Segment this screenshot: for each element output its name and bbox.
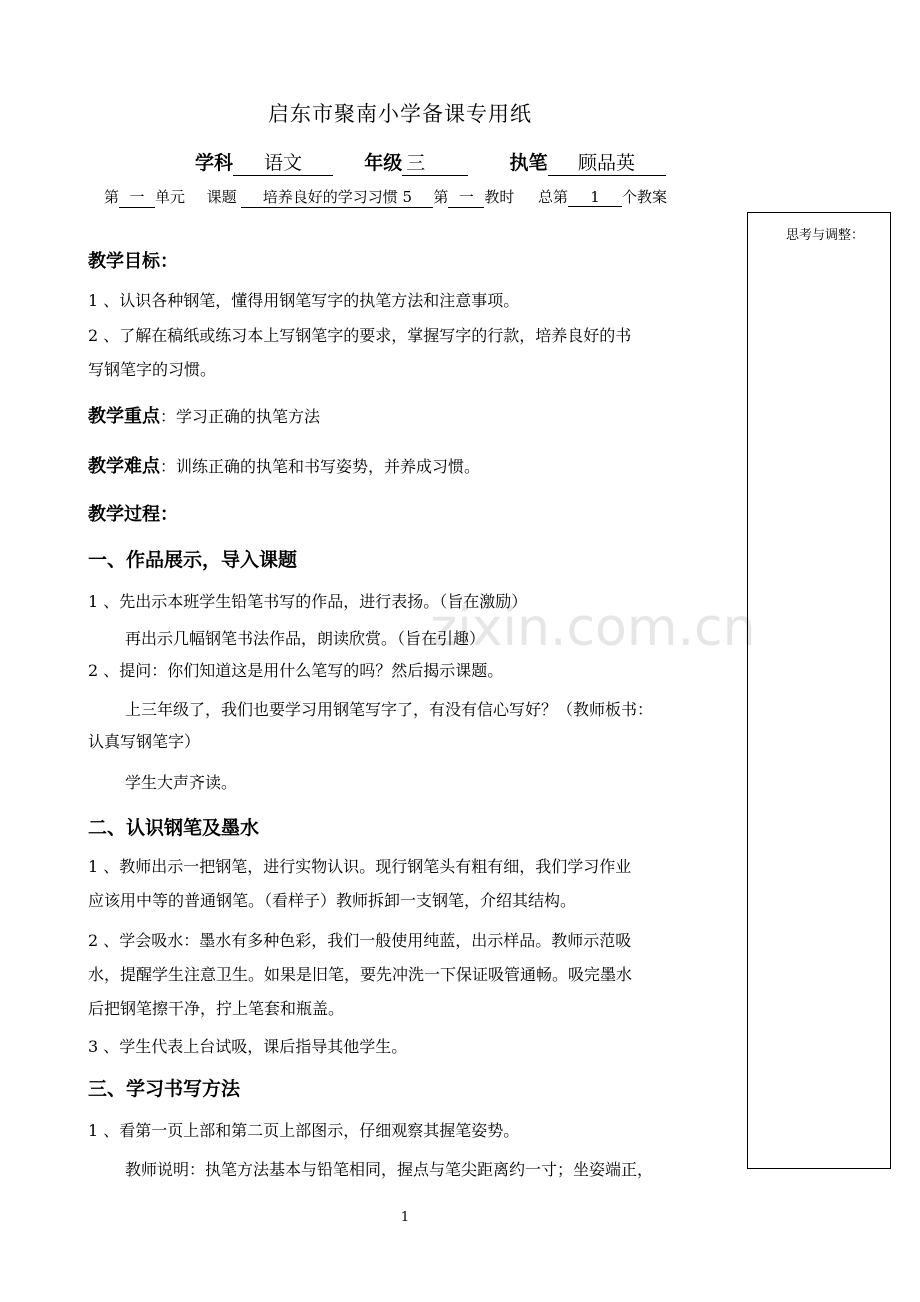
section-line: 水，提醒学生注意卫生。如果是旧笔，要先冲洗一下保证吸管通畅。吸完墨水 [88,965,633,984]
section-line: 2 、提问：你们知道这是用什么笔写的吗？然后揭示课题。 [88,661,504,680]
header-meta-row [195,148,666,176]
section-line: 应该用中等的普通钢笔。（看样子）教师拆卸一支钢笔，介绍其结构。 [88,891,577,910]
total-prefix: 总第 [537,188,568,206]
unit-suffix: 单元 [155,188,186,206]
process-heading: 教学过程： [88,504,178,525]
grade-label: 年级 [364,152,403,174]
goals-line: 写钢笔字的习惯。 [88,360,217,379]
lesson-prefix: 第 [433,188,449,206]
lesson-value: 一 [448,186,484,208]
difficulty-text: ：训练正确的执笔和书写姿势，并养成习惯。 [160,457,481,476]
section-line: 3 、学生代表上台试吸，课后指导其他学生。 [88,1037,408,1056]
topic-label: 课题 [206,188,237,206]
section-heading: 二、认识钢笔及墨水 [88,817,260,839]
section-heading: 一、作品展示，导入课题 [88,549,298,571]
total-suffix: 个教案 [622,188,668,206]
unit-prefix: 第 [104,188,120,206]
key-point-text: ：学习正确的执笔方法 [160,407,321,426]
page-number: 1 [400,1210,410,1225]
key-point-label: 教学重点 [88,406,160,427]
notes-sidebar-label: 思考与调整： [786,228,865,243]
section-heading: 三、学习书写方法 [88,1078,241,1100]
notes-sidebar [747,212,891,1169]
header-lesson-row [104,186,667,208]
section-line: 认真写钢笔字） [88,732,201,751]
section-line: 上三年级了，我们也要学习用钢笔写字了，有没有信心写好？（教师板书： [125,700,654,719]
goals-line: 2 、了解在稿纸或练习本上写钢笔字的要求，掌握写字的行款，培养良好的书 [88,326,632,345]
watermark: zixin.com.cn [430,598,756,658]
key-point [88,402,320,428]
page-title: 启东市聚南小学备课专用纸 [268,102,532,126]
total-value: 1 [568,188,622,207]
topic-value: 培养良好的学习习惯 5 [241,186,433,208]
section-line: 1 、先出示本班学生铅笔书写的作品，进行表扬。（旨在激励） [88,592,528,611]
section-line: 再出示几幅钢笔书法作品，朗读欣赏。（旨在引趣） [125,629,486,648]
grade-value: 三 [402,148,468,176]
difficulty [88,452,480,478]
section-line: 2 、学会吸水：墨水有多种色彩，我们一般使用纯蓝，出示样品。教师示范吸 [88,931,632,950]
section-line: 1 、教师出示一把钢笔，进行实物认识。现行钢笔头有粗有细，我们学习作业 [88,857,632,876]
subject-value: 语文 [233,148,333,176]
author-label: 执笔 [509,152,548,174]
section-line: 后把钢笔擦干净，拧上笔套和瓶盖。 [88,999,345,1018]
unit-value: 一 [119,186,155,208]
section-line: 学生大声齐读。 [125,773,238,792]
author-value: 顾品英 [548,148,666,176]
subject-label: 学科 [195,152,234,174]
goals-line: 1 、认识各种钢笔，懂得用钢笔写字的执笔方法和注意事项。 [88,291,520,310]
lesson-suffix: 教时 [484,188,515,206]
section-line: 1 、看第一页上部和第二页上部图示，仔细观察其握笔姿势。 [88,1121,520,1140]
goals-heading: 教学目标： [88,251,178,272]
section-line: 教师说明：执笔方法基本与铅笔相同，握点与笔尖距离约一寸；坐姿端正， [125,1160,654,1179]
difficulty-label: 教学难点 [88,456,160,477]
